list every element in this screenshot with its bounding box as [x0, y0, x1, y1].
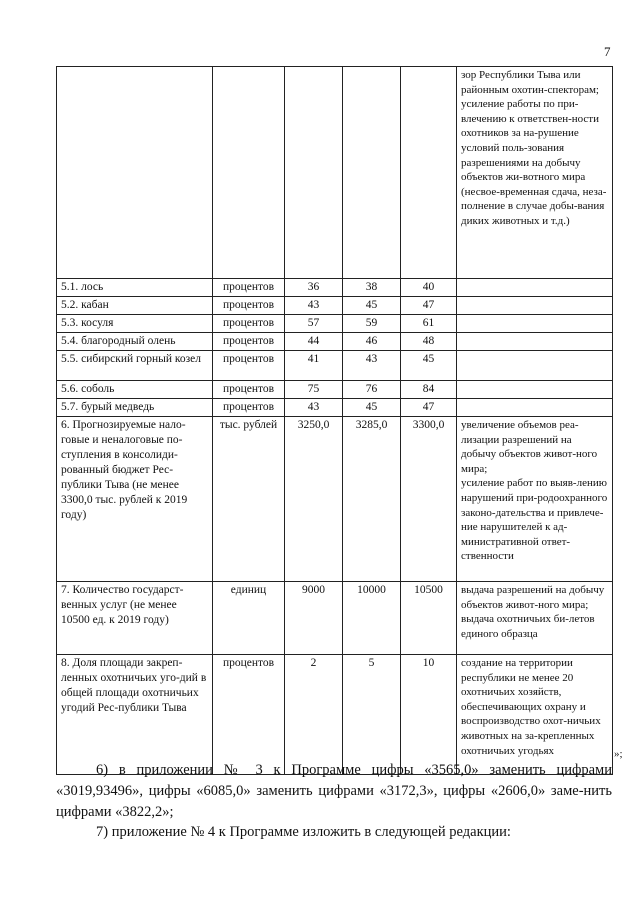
paragraph-6: 6) в приложении № 3 к Программе цифры «3565,0» заменить цифрами «3019,93496», цифры «6085,0» заменить цифрами «3172,3», цифры «2606,0» заме-нить цифрами «3822,2»;	[56, 762, 612, 820]
value-2019-cell: 84	[401, 381, 457, 399]
table-row	[57, 655, 613, 775]
unit-cell: процентов	[213, 351, 285, 381]
value-2017-cell: 3250,0	[285, 417, 343, 582]
measures-cell	[457, 351, 613, 381]
indicator-name-cell: 6. Прогнозируемые нало-говые и неналоговые по-ступления в консолиди-рованный бюджет Рес-публики Тыва (не менее 3300,0 тыс. рублей к 2019 году)	[57, 417, 213, 582]
value-2017-cell: 43	[285, 297, 343, 315]
unit-cell: процентов	[213, 655, 285, 775]
unit-cell: тыс. рублей	[213, 417, 285, 582]
measures-cell	[457, 399, 613, 417]
value-2019-cell: 47	[401, 297, 457, 315]
value-2017-cell: 43	[285, 399, 343, 417]
value-2019-cell: 45	[401, 351, 457, 381]
value-2019-cell	[401, 67, 457, 279]
value-2018-cell: 43	[343, 351, 401, 381]
value-2017-cell: 57	[285, 315, 343, 333]
unit-cell: процентов	[213, 333, 285, 351]
value-2019-cell: 47	[401, 399, 457, 417]
value-2018-cell: 5	[343, 655, 401, 775]
table-row	[57, 297, 613, 315]
table-row	[57, 351, 613, 381]
value-2017-cell: 75	[285, 381, 343, 399]
unit-cell: процентов	[213, 315, 285, 333]
closing-quote-mark: »;	[614, 748, 623, 760]
unit-cell: процентов	[213, 279, 285, 297]
value-2018-cell: 76	[343, 381, 401, 399]
unit-cell	[213, 67, 285, 279]
value-2019-cell: 10500	[401, 582, 457, 655]
table-row	[57, 315, 613, 333]
measures-cell	[457, 315, 613, 333]
value-2017-cell	[285, 67, 343, 279]
table-row	[57, 381, 613, 399]
measures-cell: выдача разрешений на добычу объектов живот-ного мира; выдача охотничьих би-летов единого образца	[457, 582, 613, 655]
unit-cell: процентов	[213, 297, 285, 315]
indicator-name-cell: 5.2. кабан	[57, 297, 213, 315]
unit-cell: единиц	[213, 582, 285, 655]
value-2018-cell	[343, 67, 401, 279]
measures-cell: зор Республики Тыва или районным охотин-спекторам; усиление работы по при-влечению к ответствен-ности охотников за на-рушение условий поль-зования разрешениями на добычу объектов жи-вотного мира (несвое-временная сдача, неза-полнение в случае добы-вания диких животных и т.д.)	[457, 67, 613, 279]
value-2018-cell: 46	[343, 333, 401, 351]
value-2017-cell: 44	[285, 333, 343, 351]
value-2017-cell: 9000	[285, 582, 343, 655]
indicator-name-cell: 5.6. соболь	[57, 381, 213, 399]
value-2017-cell: 36	[285, 279, 343, 297]
indicators-table	[56, 66, 613, 775]
value-2018-cell: 3285,0	[343, 417, 401, 582]
indicator-name-cell: 5.7. бурый медведь	[57, 399, 213, 417]
measures-cell	[457, 279, 613, 297]
page-number: 7	[604, 44, 611, 59]
indicator-name-cell: 5.1. лось	[57, 279, 213, 297]
value-2018-cell: 59	[343, 315, 401, 333]
value-2019-cell: 48	[401, 333, 457, 351]
indicator-name-cell: 5.4. благородный олень	[57, 333, 213, 351]
value-2018-cell: 38	[343, 279, 401, 297]
measures-cell: увеличение объемов реа-лизации разрешений на добычу объектов живот-ного мира; усиление работ по выяв-лению нарушений при-родоохранного законо-дательства и привлече-ние нарушителей к ад-министративной ответ-ственности	[457, 417, 613, 582]
table-row	[57, 582, 613, 655]
table-row	[57, 417, 613, 582]
value-2017-cell: 41	[285, 351, 343, 381]
unit-cell: процентов	[213, 381, 285, 399]
indicator-name-cell	[57, 67, 213, 279]
indicator-name-cell: 5.3. косуля	[57, 315, 213, 333]
value-2019-cell: 10	[401, 655, 457, 775]
unit-cell: процентов	[213, 399, 285, 417]
table-row	[57, 399, 613, 417]
measures-cell	[457, 333, 613, 351]
value-2018-cell: 10000	[343, 582, 401, 655]
value-2018-cell: 45	[343, 399, 401, 417]
indicator-name-cell: 5.5. сибирский горный козел	[57, 351, 213, 381]
measures-cell	[457, 381, 613, 399]
value-2019-cell: 61	[401, 315, 457, 333]
indicator-name-cell: 7. Количество государст-венных услуг (не менее 10500 ед. к 2019 году)	[57, 582, 213, 655]
value-2017-cell: 2	[285, 655, 343, 775]
value-2019-cell: 3300,0	[401, 417, 457, 582]
measures-cell: создание на территории республики не менее 20 охотничьих хозяйств, обеспечивающих охрану и воспроизводство охот-ничьих животных на за-крепленных охотничьих угодьях	[457, 655, 613, 775]
indicator-name-cell: 8. Доля площади закреп-ленных охотничьих уго-дий в общей площади охотничьих угодий Рес-публики Тыва	[57, 655, 213, 775]
table-row	[57, 67, 613, 279]
value-2018-cell: 45	[343, 297, 401, 315]
table-row	[57, 279, 613, 297]
table-row	[57, 333, 613, 351]
value-2019-cell: 40	[401, 279, 457, 297]
measures-cell	[457, 297, 613, 315]
paragraph-7: 7) приложение № 4 к Программе изложить в следующей редакции:	[96, 824, 511, 840]
